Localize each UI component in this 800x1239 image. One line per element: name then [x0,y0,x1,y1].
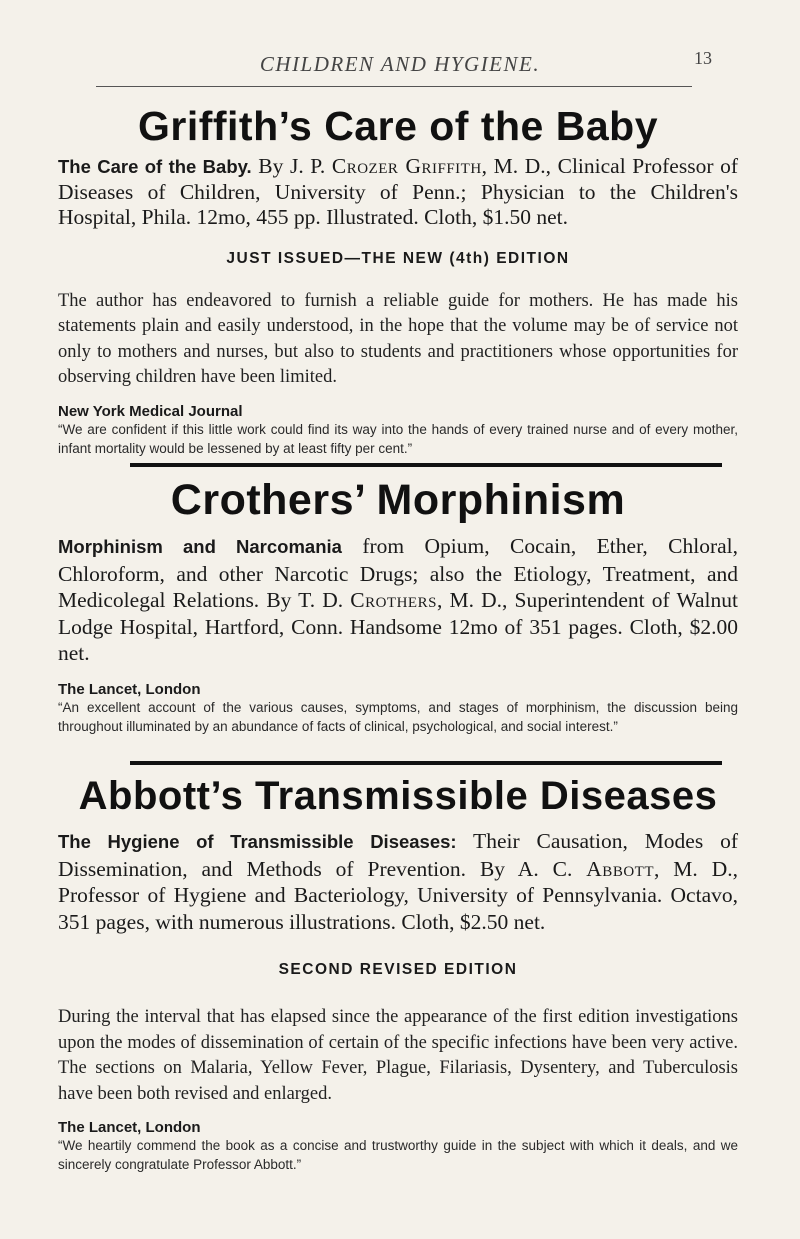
griffith-paragraph: The author has endeavored to furnish a reliable guide for mothers. He has made his statements plain and easily understood, in the hope that the volume may be of service not only to mothers and nurses, but also to students and practitioners whose opportunities for observing children have been limited. [58,290,738,387]
divider-rule [130,463,722,467]
abbott-desc-post: , M. D., Professor of Hygiene and Bacteriology, University of Pennsylvania. Octavo, 351 pages, with numerous illustrations. Cloth, $2.50 net. [58,856,738,934]
griffith-desc-post: , M. D., Clinical Professor of Diseases of Children, University of Penn.; Physician to the Children's Hospital, Phila. 12mo, 455 pp. Illustrated. Cloth, $1.50 net. [58,154,738,229]
crothers-description [58,533,738,667]
crothers-lead: Morphinism and Narcomania [58,536,342,557]
divider-rule [130,761,722,765]
griffith-review-source: New York Medical Journal [58,402,243,420]
crothers-author: Crothers [350,588,437,612]
abbott-entry [58,770,738,1174]
abbott-title: Abbott’s Transmissible Diseases [78,774,718,818]
griffith-entry [58,100,738,458]
griffith-desc-pre: By J. P. [251,154,332,178]
griffith-description [58,154,738,231]
crothers-review-source: The Lancet, London [58,680,201,698]
running-head: CHILDREN AND HYGIENE. [259,52,541,76]
crothers-desc-pre: from Opium, Cocain, Ether, Chloral, Chloroform, and other Narcotic Drugs; also the Etiology, Treatment, and Medicolegal Relations. By T. D. [58,534,738,612]
crothers-review-quote: “An excellent account of the various causes, symptoms, and stages of morphinism, the discussion being throughout illuminated by an abundance of facts of clinical, psychological, and social interest.” [58,699,738,734]
header-rule [96,86,692,87]
crothers-desc-post: , M. D., Superintendent of Walnut Lodge Hospital, Hartford, Conn. Handsome 12mo of 351 pages. Cloth, $2.00 net. [58,588,739,665]
griffith-edition: JUST ISSUED—THE NEW (4th) EDITION [226,249,570,267]
griffith-author: Crozer Griffith [331,154,482,178]
abbott-desc-pre: Their Causation, Modes of Dissemination, and Methods of Prevention. By A. C. [58,829,738,881]
abbott-review-source: The Lancet, London [58,1119,201,1136]
abbott-edition: SECOND REVISED EDITION [278,961,518,978]
abbott-description [58,828,738,935]
abbott-author: Abbott [586,856,654,881]
page-number: 13 [694,48,712,68]
griffith-review-quote: “We are confident if this little work could find its way into the hands of every trained nurse and of every mother, infant mortality would be lessened by at least fifty per cent.” [58,421,738,456]
crothers-entry [58,473,738,736]
abbott-paragraph: During the interval that has elapsed since the appearance of the first edition investigations upon the modes of dissemination of certain of the specific infections have been very active. The sections on Malaria, Yellow Fever, Plague, Filariasis, Dysentery, and Tuberculosis have been both revised and enlarged. [58,1007,738,1104]
griffith-title: Griffith’s Care of the Baby [138,103,658,149]
crothers-title: Crothers’ Morphinism [170,476,626,524]
griffith-lead: The Care of the Baby. [58,156,252,177]
abbott-review-quote: “We heartily commend the book as a concise and trustworthy guide in the subject with which it deals, and we sincerely congratulate Professor Abbott.” [58,1138,738,1172]
abbott-lead: The Hygiene of Transmissible Diseases: [58,831,457,852]
